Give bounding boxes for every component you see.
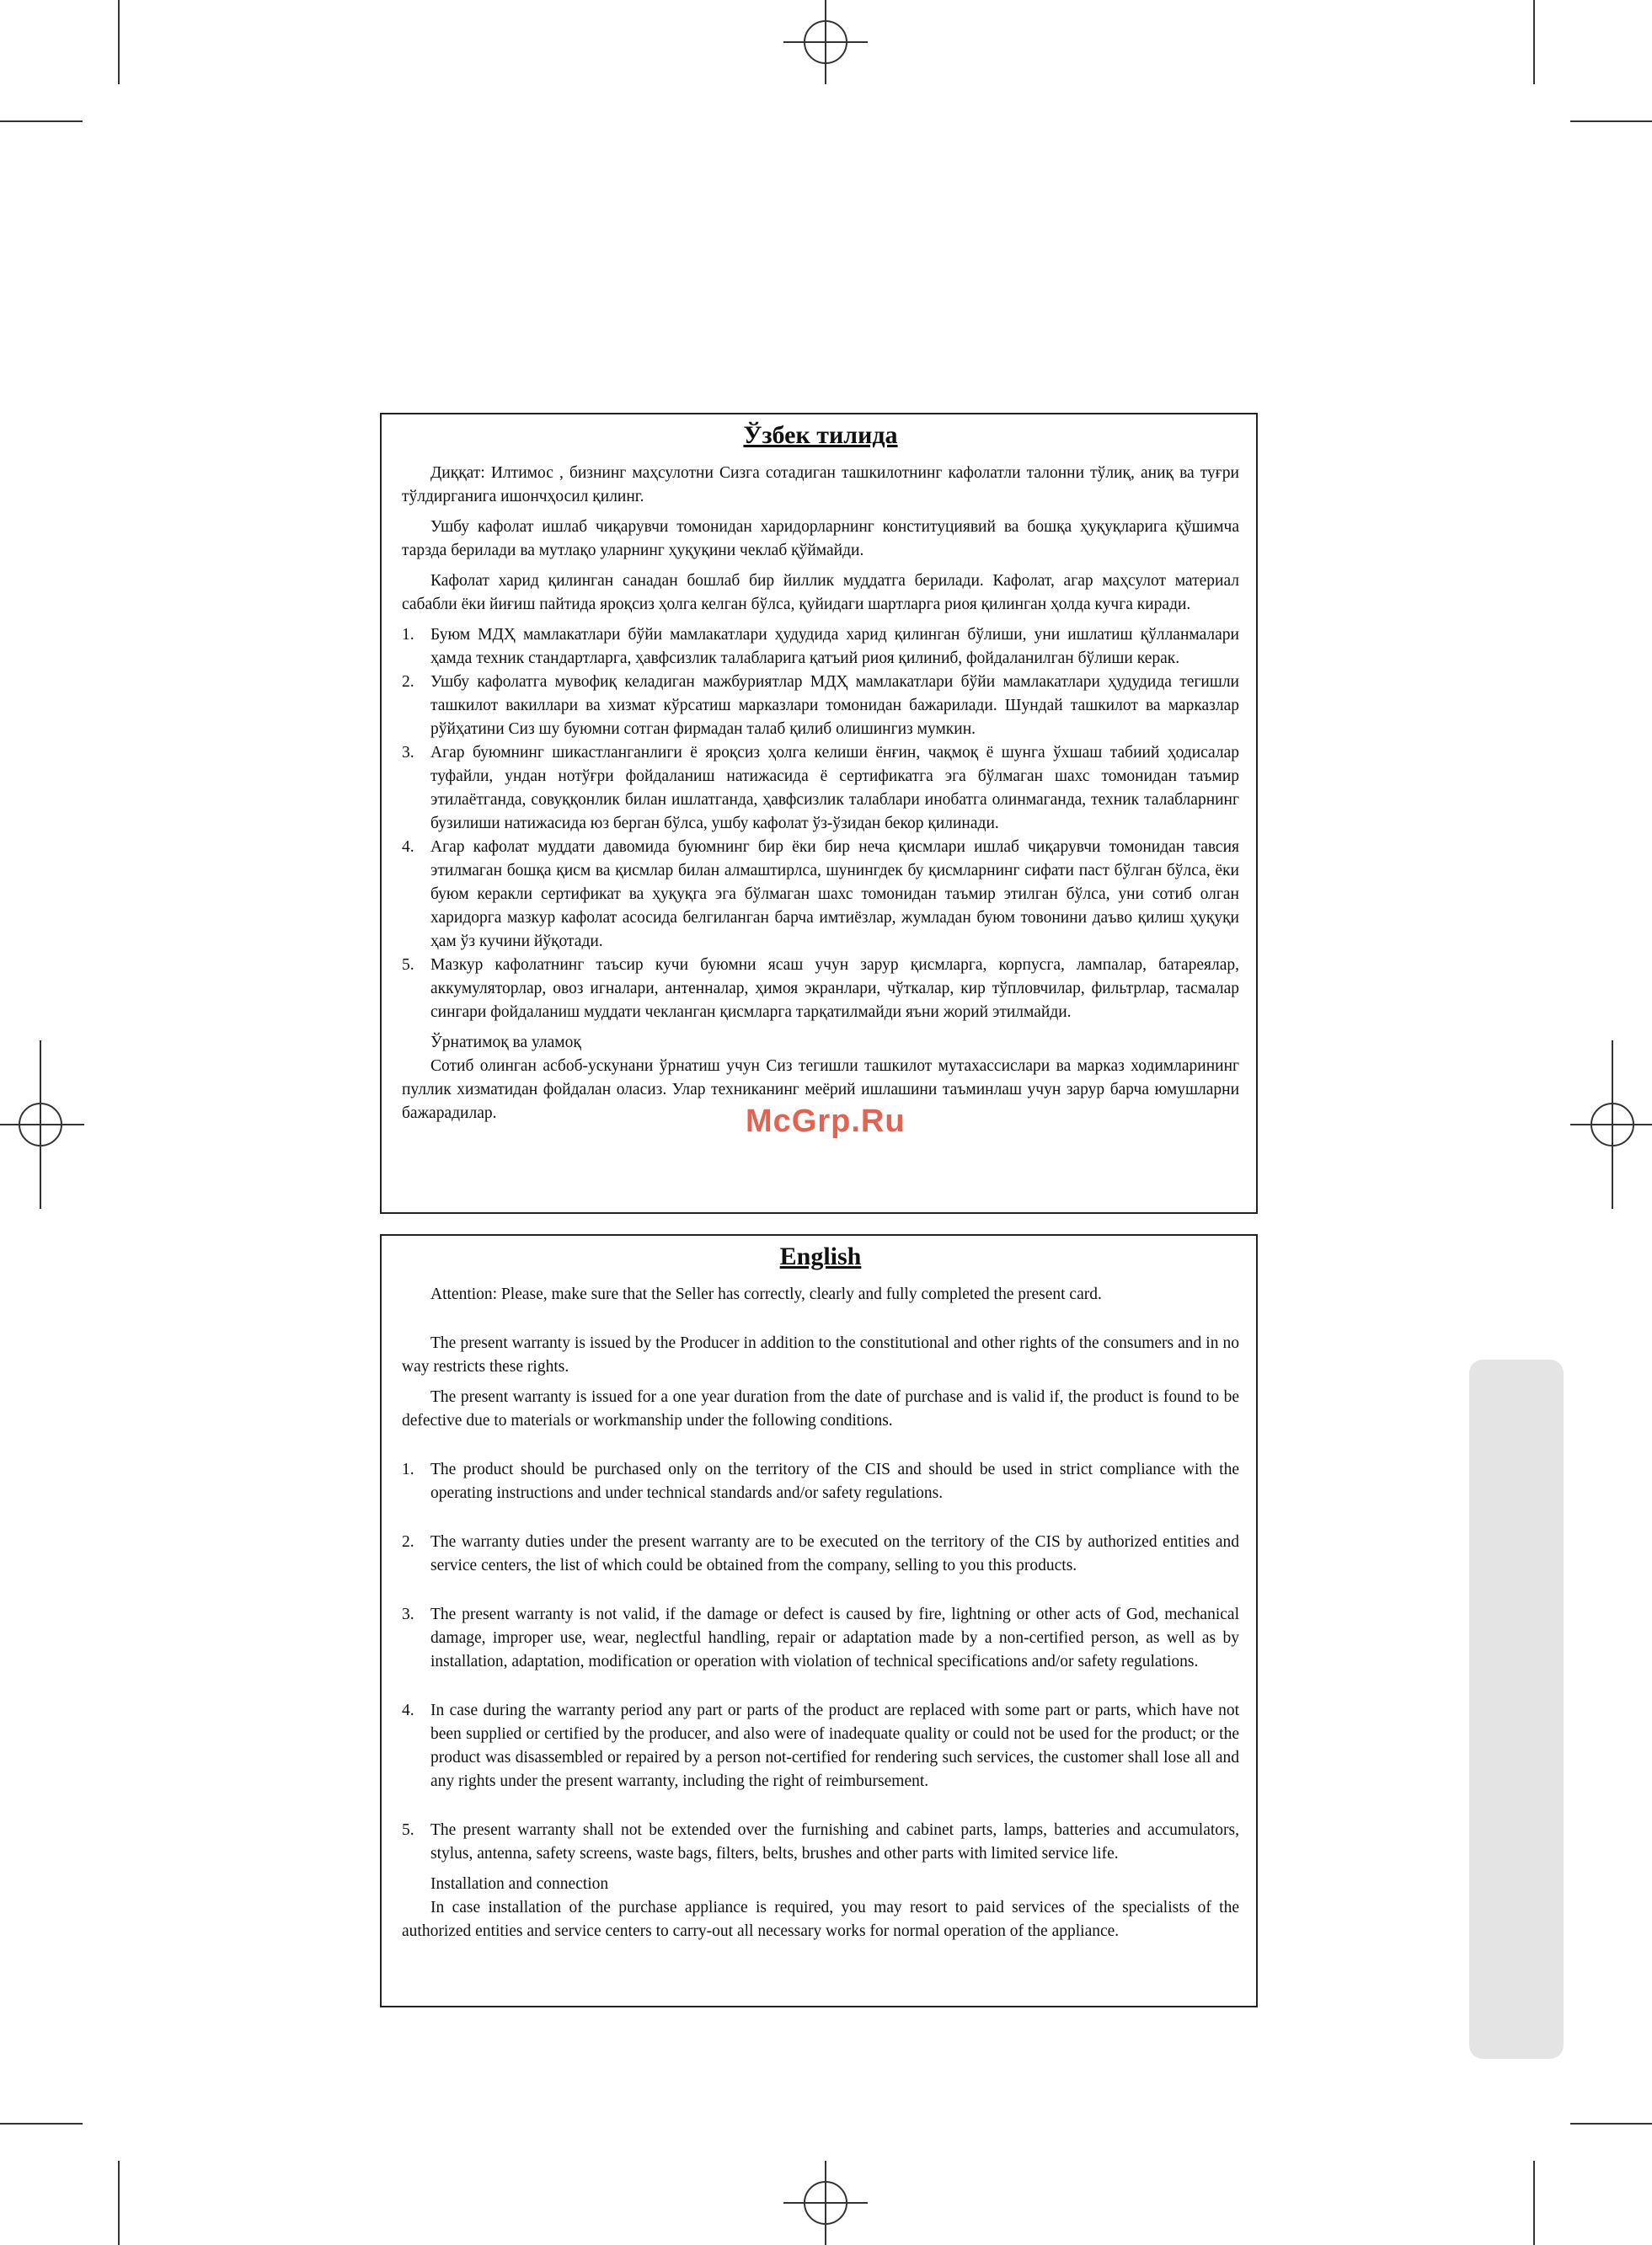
- list-item: [402, 954, 1239, 1024]
- crop-mark: [118, 2161, 120, 2245]
- list-item: [402, 741, 1239, 836]
- item-text: In case during the warranty period any part or parts of the product are replaced with some part or parts, which have not been supplied or certified by the producer, and also were of inadequate quality or could not be used for the product; or the product was disassembled or repaired by a person not-certified for rendering such services, the customer shall lose all and any rights under the present warranty, including the right of reimbursement.: [430, 1702, 1239, 1790]
- item-number: 3.: [402, 1606, 414, 1623]
- uzbek-paragraph-1: Ушбу кафолат ишлаб чиқарувчи томонидан харидорларнинг конституциявий ва бошқа ҳуқуқларига қўшимча тарзда берилади ва мутлақо уларнинг ҳуқуқини чеклаб қўймайди.: [402, 518, 1239, 559]
- item-number: 5.: [402, 1821, 414, 1839]
- item-number: 4.: [402, 1702, 414, 1719]
- crop-mark: [1533, 0, 1535, 84]
- item-text: Агар кафолат муддати давомида буюмнинг бир ёки бир неча қисмлари ишлаб чиқарувчи томонидан тавсия этилмаган бошқа қисм ва қисмлар билан алмаштирлса, шунингдек бу қисмларнинг сифати паст бўлган бўлса, ёки буюм керакли сертификат ва ҳуқуқга эга бўлмаган шахс томонидан таъмир этилган бўлса, уни сотиб олган харидорга мазкур кафолат асосида белгиланган барча имтиёзлар, жумладан буюм товонини даъво қилиш ҳуқуқи ҳам ўз кучини йўқотади.: [430, 838, 1239, 950]
- uzbek-warranty-section: [380, 413, 1258, 1214]
- english-attention: Attention: Please, make sure that the Seller has correctly, clearly and fully completed the present card.: [430, 1286, 1102, 1303]
- list-item: [402, 1531, 1239, 1578]
- item-number: 2.: [402, 1533, 414, 1551]
- list-item: [402, 671, 1239, 741]
- english-paragraph-1: The present warranty is issued by the Producer in addition to the constitutional and other rights of the consumers and in no way restricts these rights.: [402, 1334, 1239, 1376]
- uzbek-attention: Диққат: Илтимос , бизнинг маҳсулотни Сизга сотадиган ташкилотнинг кафолатли талонни тўлиқ, аниқ ва туғри тўлдирганига ишончҳосил қилинг.: [402, 464, 1239, 505]
- item-number: 3.: [402, 744, 414, 762]
- list-item: [402, 1819, 1239, 1866]
- item-text: Агар буюмнинг шикастланганлиги ё яроқсиз ҳолга келиши ёнғин, чақмоқ ё шунга ўхшаш табиий ҳодисалар туфайли, ундан нотўғри фойдаланиш натижасида ё сертификатга эга бўлмаган шахс томонидан таъмир этилаётганда, совуққонлик билан ишлатганда, ҳавфсизлик талаблари инобатга олинмаганда, техник талабларнинг бузилиши натижасида юз берган бўлса, ушбу кафолат ўз-ўзидан бекор қилинади.: [430, 744, 1239, 832]
- uzbek-install-title: Ўрнатимоқ ва уламоқ: [430, 1034, 581, 1051]
- item-text: Буюм МДҲ мамлакатлари бўйи мамлакатлари ҳудудида харид қилинган бўлиши, уни ишлатиш қўлланмалари ҳамда техник стандартларга, ҳавфсизлик талабларига қатъий риоя қилиниб, фойдаланилган бўлиши керак.: [430, 626, 1239, 667]
- list-item: [402, 1699, 1239, 1793]
- uzbek-section-title: Ўзбек тилида: [743, 421, 898, 449]
- item-text: The warranty duties under the present warranty are to be executed on the territory of the CIS by authorized entities and service centers, the list of which could be obtained from the company, selling to you this products.: [430, 1533, 1239, 1574]
- list-item: [402, 623, 1239, 671]
- uzbek-conditions-list: [402, 623, 1239, 1024]
- english-conditions-list: [402, 1458, 1239, 1866]
- english-section-title: English: [779, 1243, 862, 1270]
- item-text: Мазкур кафолатнинг таъсир кучи буюмни ясаш учун зарур қисмларга, корпусга, лампалар, батареялар, аккумуляторлар, овоз игналари, антенналар, ҳимоя экранлари, чўткалар, кир тўпловчилар, фильтрлар, тасмалар сингари фойдаланиш муддати чекланган қисмларга тарқатилмайди яъни жорий этилмайди.: [430, 956, 1239, 1021]
- crop-mark: [1570, 120, 1652, 122]
- item-number: 2.: [402, 673, 414, 691]
- list-item: [402, 1458, 1239, 1505]
- registration-mark-left: [0, 1082, 84, 1167]
- crop-mark: [1570, 2123, 1652, 2125]
- item-text: Ушбу кафолатга мувофиқ келадиган мажбуриятлар МДҲ мамлакатлари бўйи мамлакатлари ҳудудида тегишли ташкилот вакиллари ва хизмат кўрсатиш марказлари томонидан бажарилади. Шундай ташкилот ва марказлар рўйҳатини Сиз шу буюмни сотган фирмадан талаб қилиб олишингиз мумкин.: [430, 673, 1239, 738]
- crop-mark: [0, 2123, 83, 2125]
- registration-mark-bottom: [783, 2161, 868, 2245]
- crop-mark: [0, 120, 83, 122]
- side-tab: [1469, 1360, 1564, 2059]
- crop-mark: [40, 1040, 41, 1209]
- list-item: [402, 836, 1239, 954]
- english-install-text: In case installation of the purchase appliance is required, you may resort to paid services of the specialists of the authorized entities and service centers to carry-out all necessary works for normal operation of the appliance.: [402, 1899, 1239, 1940]
- uzbek-paragraph-2: Кафолат харид қилинган санадан бошлаб бир йиллик муддатга берилади. Кафолат, агар маҳсулот материал сабабли ёки йиғиш пайтида яроқсиз ҳолга келган бўлса, қуйидаги шартларга риоя қилинган ҳолда кучга киради.: [402, 572, 1239, 613]
- item-number: 5.: [402, 956, 414, 974]
- english-paragraph-2: The present warranty is issued for a one year duration from the date of purchase and is valid if, the product is found to be defective due to materials or workmanship under the following conditions.: [402, 1388, 1239, 1430]
- item-text: The present warranty is not valid, if the damage or defect is caused by fire, lightning or other acts of God, mechanical damage, improper use, wear, neglectful handling, repair or adaptation made by a non-certified person, as well as by installation, adaptation, modification or operation with violation of technical specifications and/or safety regulations.: [430, 1606, 1239, 1670]
- item-text: The product should be purchased only on the territory of the CIS and should be used in strict compliance with the operating instructions and under technical standards and/or safety regulations.: [430, 1461, 1239, 1502]
- registration-mark-top: [783, 0, 868, 84]
- watermark-text: McGrp.Ru: [746, 1104, 906, 1139]
- english-warranty-section: [380, 1234, 1258, 2007]
- item-text: The present warranty shall not be extended over the furnishing and cabinet parts, lamps, batteries and accumulators, stylus, antenna, safety screens, waste bags, filters, belts, brushes and other parts with limited service life.: [430, 1821, 1239, 1863]
- crop-mark: [1533, 2161, 1535, 2245]
- item-number: 1.: [402, 626, 414, 644]
- crop-mark: [118, 0, 120, 84]
- uzbek-install-text: Сотиб олинган асбоб-ускунани ўрнатиш учун Сиз тегишли ташкилот мутахассислари ва марказ ходимларининг пуллик хизматидан фойдалан оласиз. Улар техниканинг меёрий ишлашини таъминлаш учун зарур барча юмушларни бажарадилар.: [402, 1057, 1239, 1122]
- crop-mark: [1612, 1040, 1613, 1209]
- list-item: [402, 1603, 1239, 1674]
- item-number: 4.: [402, 838, 414, 856]
- english-install-title: Installation and connection: [430, 1875, 609, 1893]
- item-number: 1.: [402, 1461, 414, 1478]
